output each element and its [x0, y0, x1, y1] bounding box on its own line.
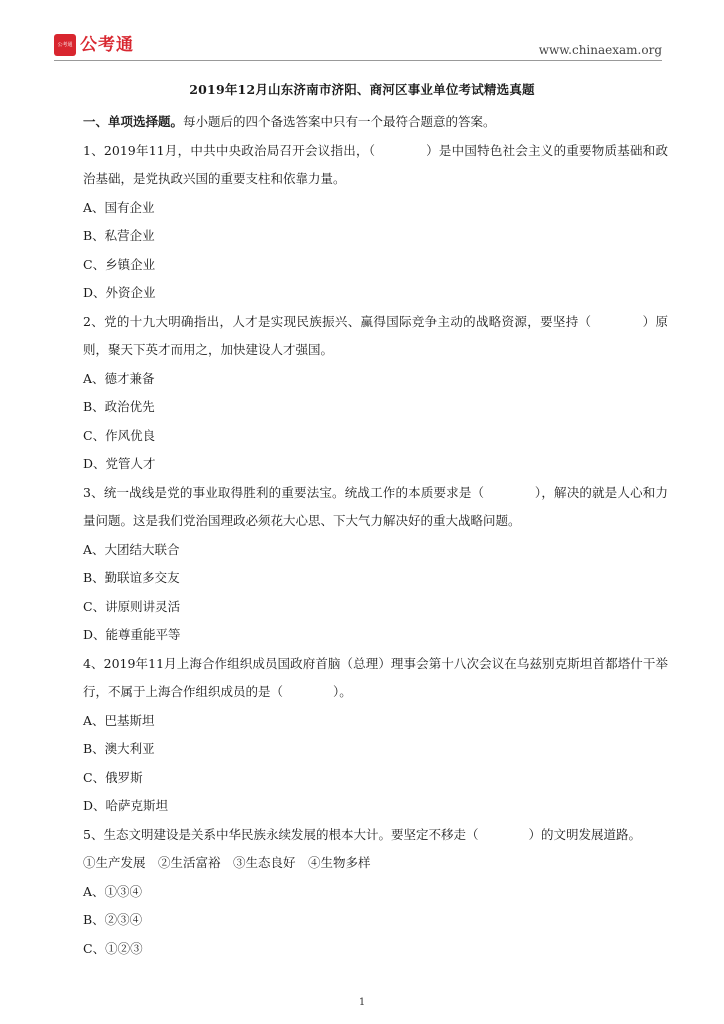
question-stem: 4、2019年11月上海合作组织成员国政府首脑（总理）理事会第十八次会议在乌兹别克斯坦首都塔什干举行，不属于上海合作组织成员的是（ ）。 [83, 655, 668, 699]
option: B、澳大利亚 [83, 741, 155, 756]
document-body [60, 108, 668, 963]
header-divider [54, 60, 662, 61]
section-heading-line [60, 108, 668, 137]
option: B、勤联谊多交友 [83, 570, 180, 585]
option: B、②③④ [83, 912, 143, 927]
option: D、党管人才 [83, 456, 156, 471]
option: C、俄罗斯 [83, 769, 143, 785]
option: C、①②③ [83, 940, 143, 956]
question-items: ①生产发展 ②生活富裕 ③生态良好 ④生物多样 [83, 855, 371, 870]
question-stem: 1、2019年11月，中共中央政治局召开会议指出，（ ）是中国特色社会主义的重要物质基础和政治基础，是党执政兴国的重要支柱和依靠力量。 [83, 142, 668, 186]
option: B、私营企业 [83, 228, 155, 243]
option: A、大团结大联合 [83, 541, 180, 557]
logo [54, 34, 134, 56]
question-stem: 5、生态文明建设是关系中华民族永续发展的根本大计。要坚定不移走（ ）的文明发展道路。 [83, 826, 641, 842]
option: C、作风优良 [83, 427, 156, 443]
option: A、国有企业 [83, 199, 155, 215]
option: A、德才兼备 [83, 370, 155, 386]
site-url: www.chinaexam.org [538, 43, 662, 57]
option: C、乡镇企业 [83, 256, 156, 272]
logo-badge: 公考通 [54, 34, 76, 56]
option: D、外资企业 [83, 285, 156, 300]
question-stem: 2、党的十九大明确指出，人才是实现民族振兴、赢得国际竞争主动的战略资源，要坚持（ ）原则，聚天下英才而用之，加快建设人才强国。 [83, 313, 668, 357]
option: A、①③④ [83, 883, 143, 899]
option: D、哈萨克斯坦 [83, 798, 169, 813]
page-number: 1 [358, 997, 366, 1008]
section-instruction: 每小题后的四个备选答案中只有一个最符合题意的答案。 [183, 114, 496, 129]
question-stem: 3、统一战线是党的事业取得胜利的重要法宝。统战工作的本质要求是（ ），解决的就是人心和力量问题。这是我们党治国理政必须花大心思、下大气力解决好的重大战略问题。 [83, 484, 668, 528]
option: D、能尊重能平等 [83, 627, 181, 642]
option: C、讲原则讲灵活 [83, 598, 181, 614]
logo-text: 公考通 [80, 35, 134, 55]
section-heading: 一、单项选择题。 [83, 114, 184, 129]
document-title: 2019年12月山东济南市济阳、商河区事业单位考试精选真题 [189, 82, 535, 97]
option: B、政治优先 [83, 399, 155, 414]
option: A、巴基斯坦 [83, 712, 155, 728]
